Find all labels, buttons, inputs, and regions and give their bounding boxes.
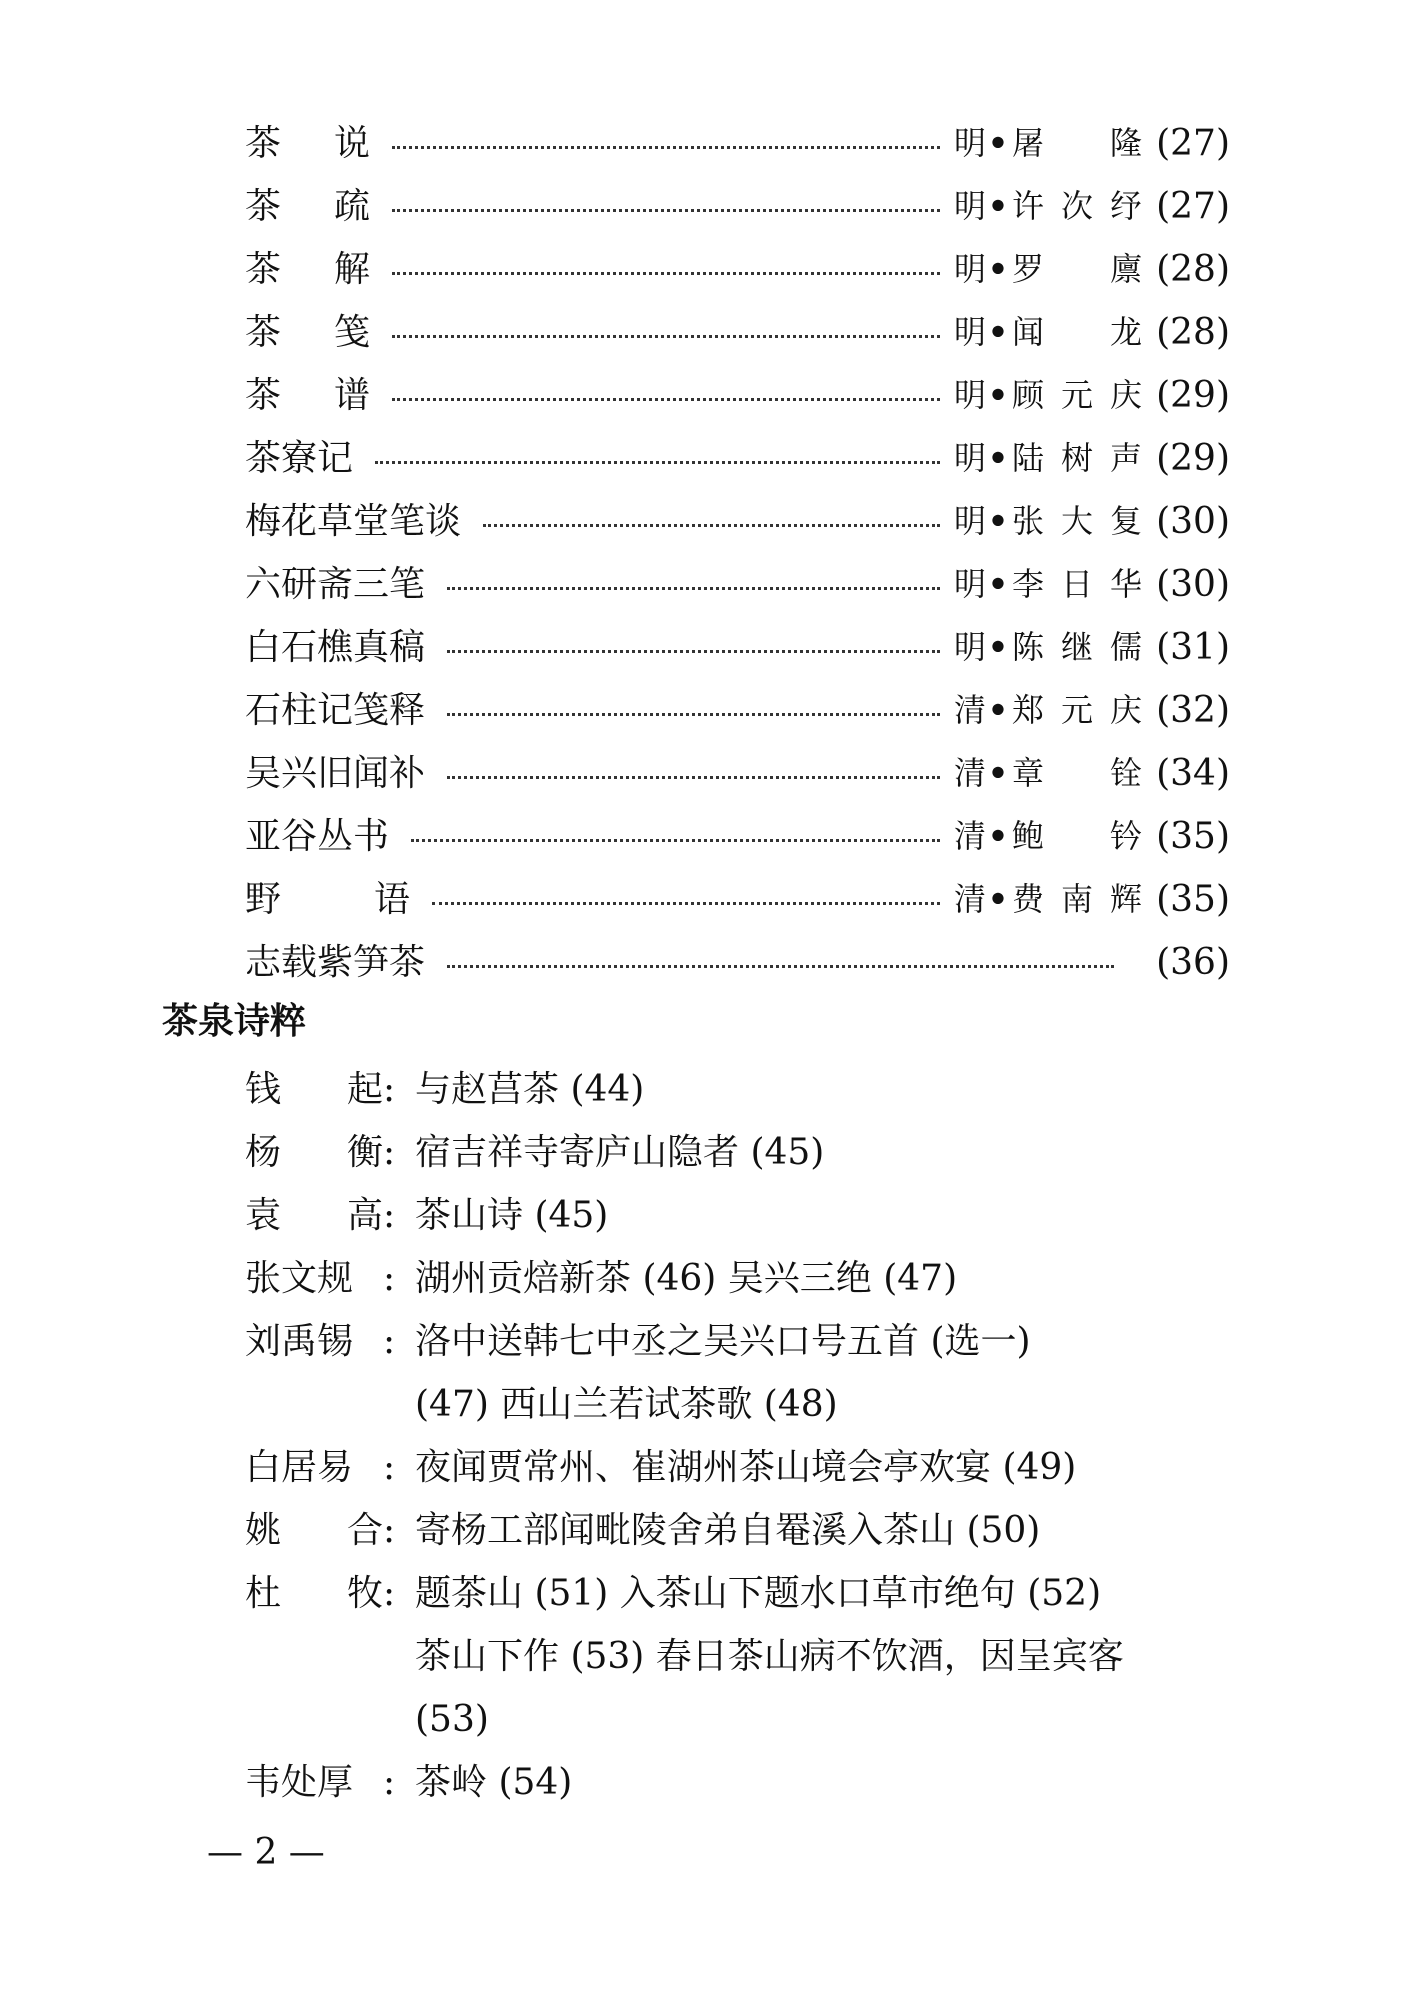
toc-entry-author	[954, 175, 1154, 238]
poem-line: 洛中送韩七中丞之吴兴口号五首 (选一)	[415, 1321, 1031, 1362]
toc-entry-title: 茶 笺	[245, 312, 370, 353]
poet-list	[245, 1058, 1245, 1814]
dynasty-label: 清	[954, 880, 987, 918]
toc-entry-page: (28)	[1156, 249, 1230, 290]
toc-entry	[245, 553, 1230, 616]
poet-entry	[245, 1562, 1245, 1751]
poet-name-wrap	[245, 1436, 415, 1499]
dynasty-label: 明	[954, 124, 987, 162]
author-name: 顾 元 庆	[1012, 376, 1142, 414]
poet-name-wrap	[245, 1184, 415, 1247]
dot-leader	[392, 146, 940, 149]
poet-entry	[245, 1247, 1245, 1310]
toc-entry-page: (27)	[1156, 186, 1230, 227]
poet-entry	[245, 1310, 1245, 1436]
toc-entry-author	[954, 301, 1154, 364]
toc-entry-page: (30)	[1156, 564, 1230, 605]
colon: :	[383, 1573, 396, 1614]
author-name: 张 大 复	[1012, 502, 1142, 540]
toc-entry-title: 野 语	[245, 879, 410, 920]
separator-dot: •	[987, 250, 1009, 288]
dot-leader	[375, 461, 940, 464]
dynasty-label: 明	[954, 313, 987, 351]
toc-entry-author	[954, 553, 1154, 616]
toc-entry-page: (35)	[1156, 879, 1230, 920]
separator-dot: •	[987, 691, 1009, 729]
colon: :	[383, 1321, 396, 1362]
poet-entry	[245, 1751, 1245, 1814]
toc-entry-title: 亚谷丛书	[245, 816, 390, 857]
toc-entry-author	[954, 679, 1154, 742]
author-name: 罗 廪	[1012, 250, 1142, 288]
toc-entry-author	[954, 868, 1154, 931]
poet-works	[415, 1562, 1245, 1751]
dot-leader	[432, 902, 940, 905]
author-name: 屠 隆	[1012, 124, 1142, 162]
author-name: 鲍 钤	[1012, 817, 1142, 855]
dot-leader	[392, 335, 940, 338]
toc-entry-title: 茶 解	[245, 249, 370, 290]
toc-entry	[245, 301, 1230, 364]
poet-entry	[245, 1121, 1245, 1184]
poet-works	[415, 1751, 1245, 1814]
poem-line: 与赵莒茶 (44)	[415, 1069, 645, 1110]
poet-works	[415, 1184, 1245, 1247]
toc-entry-title: 梅花草堂笔谈	[245, 501, 462, 542]
section-title: 茶泉诗粹	[162, 1001, 307, 1042]
colon: :	[383, 1132, 396, 1173]
dot-leader	[447, 650, 940, 653]
separator-dot: •	[987, 187, 1009, 225]
dot-leader	[447, 587, 940, 590]
toc-entry-author	[954, 238, 1154, 301]
poet-name-wrap	[245, 1058, 415, 1121]
toc-entry	[245, 427, 1230, 490]
toc-entry	[245, 175, 1230, 238]
toc-entry	[245, 931, 1230, 994]
dot-leader	[392, 209, 940, 212]
dot-leader	[392, 272, 940, 275]
toc-entry-author	[954, 805, 1154, 868]
poet-name: 韦处厚	[245, 1762, 354, 1803]
separator-dot: •	[987, 817, 1009, 855]
dynasty-label: 清	[954, 691, 987, 729]
dynasty-label: 明	[954, 439, 987, 477]
toc-entry-title: 志载紫笋茶	[245, 942, 426, 983]
poem-line: 茶山下作 (53) 春日茶山病不饮酒，因呈宾客	[415, 1636, 1124, 1677]
page-number: — 2 —	[207, 1832, 325, 1873]
toc-entry-page: (32)	[1156, 690, 1230, 731]
poem-line: 湖州贡焙新茶 (46) 吴兴三绝 (47)	[415, 1258, 958, 1299]
toc-entry-page: (35)	[1156, 816, 1230, 857]
toc-entry	[245, 616, 1230, 679]
poet-name-wrap	[245, 1499, 415, 1562]
dynasty-label: 清	[954, 754, 987, 792]
toc-entry-page: (31)	[1156, 627, 1230, 668]
dynasty-label: 明	[954, 502, 987, 540]
poet-name-wrap	[245, 1310, 415, 1436]
colon: :	[383, 1258, 396, 1299]
author-name: 陈 继 儒	[1012, 628, 1142, 666]
colon: :	[383, 1762, 396, 1803]
toc-entry-title: 石柱记笺释	[245, 690, 426, 731]
toc-entry	[245, 490, 1230, 553]
toc-entry-title: 茶 说	[245, 123, 370, 164]
poet-works	[415, 1121, 1245, 1184]
colon: :	[383, 1069, 396, 1110]
poem-line: (47) 西山兰若试茶歌 (48)	[415, 1384, 838, 1425]
dot-leader	[483, 524, 940, 527]
poem-line: 寄杨工部闻毗陵舍弟自罨溪入茶山 (50)	[415, 1510, 1041, 1551]
poet-works	[415, 1310, 1245, 1436]
toc-list	[245, 112, 1230, 994]
poem-line: 宿吉祥寺寄庐山隐者 (45)	[415, 1132, 825, 1173]
toc-entry-page: (30)	[1156, 501, 1230, 542]
dynasty-label: 明	[954, 250, 987, 288]
dynasty-label: 明	[954, 628, 987, 666]
poet-name: 张文规	[245, 1258, 354, 1299]
toc-entry-page: (29)	[1156, 438, 1230, 479]
poem-line: (53)	[415, 1699, 489, 1740]
toc-entry-author	[954, 364, 1154, 427]
poet-entry	[245, 1436, 1245, 1499]
poet-name: 刘禹锡	[245, 1321, 354, 1362]
poet-works	[415, 1436, 1245, 1499]
separator-dot: •	[987, 628, 1009, 666]
poet-name: 姚 合	[245, 1510, 383, 1551]
dot-leader	[447, 713, 940, 716]
toc-entry-title: 白石樵真稿	[245, 627, 426, 668]
dot-leader	[411, 839, 940, 842]
toc-entry-page: (27)	[1156, 123, 1230, 164]
toc-entry	[245, 868, 1230, 931]
colon: :	[383, 1447, 396, 1488]
poet-name: 白居易	[245, 1447, 354, 1488]
separator-dot: •	[987, 565, 1009, 603]
toc-entry-page: (34)	[1156, 753, 1230, 794]
author-name: 费 南 辉	[1012, 880, 1142, 918]
dynasty-label: 明	[954, 376, 987, 414]
toc-entry-title: 茶 谱	[245, 375, 370, 416]
separator-dot: •	[987, 313, 1009, 351]
toc-entry	[245, 112, 1230, 175]
author-name: 陆 树 声	[1012, 439, 1142, 477]
poet-name-wrap	[245, 1121, 415, 1184]
author-name: 章 铨	[1012, 754, 1142, 792]
poet-name: 钱 起	[245, 1069, 383, 1110]
author-name: 闻 龙	[1012, 313, 1142, 351]
toc-entry-page: (28)	[1156, 312, 1230, 353]
toc-entry-page: (29)	[1156, 375, 1230, 416]
toc-entry	[245, 364, 1230, 427]
poem-line: 题茶山 (51) 入茶山下题水口草市绝句 (52)	[415, 1573, 1102, 1614]
dynasty-label: 清	[954, 817, 987, 855]
toc-entry-title: 吴兴旧闻补	[245, 753, 426, 794]
toc-entry-author	[954, 112, 1154, 175]
toc-entry	[245, 805, 1230, 868]
poet-name-wrap	[245, 1562, 415, 1751]
author-name: 李 日 华	[1012, 565, 1142, 603]
poet-name: 杨 衡	[245, 1132, 383, 1173]
poet-works	[415, 1058, 1245, 1121]
toc-entry-author	[954, 490, 1154, 553]
toc-entry	[245, 679, 1230, 742]
colon: :	[383, 1195, 396, 1236]
dynasty-label: 明	[954, 565, 987, 603]
toc-entry-page: (36)	[1156, 942, 1230, 983]
poet-works	[415, 1499, 1245, 1562]
toc-entry	[245, 238, 1230, 301]
toc-entry-title: 六研斋三笔	[245, 564, 426, 605]
poet-entry	[245, 1499, 1245, 1562]
author-name: 许 次 纾	[1012, 187, 1142, 225]
poet-name: 杜 牧	[245, 1573, 383, 1614]
separator-dot: •	[987, 502, 1009, 540]
poem-line: 茶山诗 (45)	[415, 1195, 609, 1236]
dot-leader	[392, 398, 940, 401]
toc-entry	[245, 742, 1230, 805]
separator-dot: •	[987, 376, 1009, 414]
dynasty-label: 明	[954, 187, 987, 225]
colon: :	[383, 1510, 396, 1551]
author-name: 郑 元 庆	[1012, 691, 1142, 729]
poet-name-wrap	[245, 1751, 415, 1814]
toc-entry-title: 茶 疏	[245, 186, 370, 227]
dot-leader	[447, 965, 1114, 968]
poem-line: 夜闻贾常州、崔湖州茶山境会亭欢宴 (49)	[415, 1447, 1077, 1488]
dot-leader	[447, 776, 940, 779]
poet-name-wrap	[245, 1247, 415, 1310]
poet-name: 袁 高	[245, 1195, 383, 1236]
toc-entry-author	[954, 742, 1154, 805]
separator-dot: •	[987, 124, 1009, 162]
toc-entry-title: 茶寮记	[245, 438, 354, 479]
poet-entry	[245, 1184, 1245, 1247]
poet-entry	[245, 1058, 1245, 1121]
separator-dot: •	[987, 754, 1009, 792]
separator-dot: •	[987, 880, 1009, 918]
poet-works	[415, 1247, 1245, 1310]
toc-entry-author	[954, 616, 1154, 679]
toc-entry-author	[954, 427, 1154, 490]
poem-line: 茶岭 (54)	[415, 1762, 573, 1803]
separator-dot: •	[987, 439, 1009, 477]
